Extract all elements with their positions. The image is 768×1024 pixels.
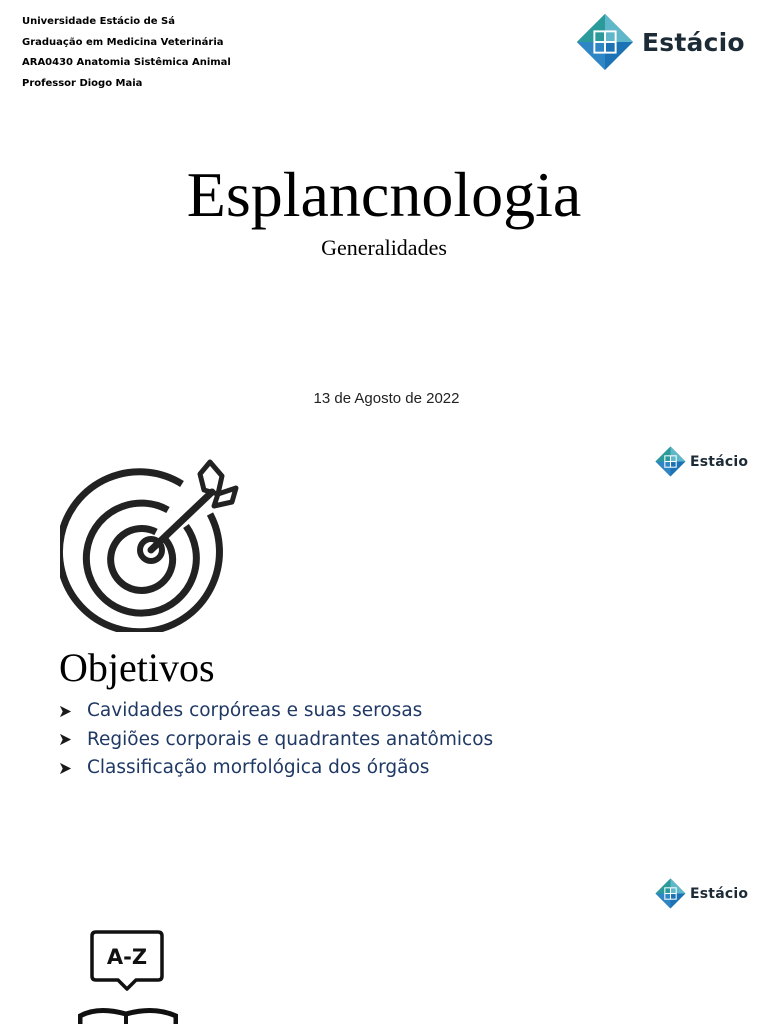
logo-text: Estácio bbox=[642, 27, 745, 57]
title-slide bbox=[0, 0, 768, 432]
target-arrow-icon bbox=[60, 454, 242, 632]
list-item bbox=[59, 697, 493, 726]
page-subtitle: Generalidades bbox=[321, 235, 447, 260]
university-name: Universidade Estácio de Sá bbox=[22, 16, 175, 27]
estacio-logo-small bbox=[655, 446, 748, 477]
program-name: Graduação em Medicina Veterinária bbox=[22, 36, 224, 48]
objective-text: Classificação morfológica dos órgãos bbox=[87, 757, 430, 778]
az-label: A-Z bbox=[106, 945, 148, 969]
list-item bbox=[59, 754, 493, 783]
logo-text: Estácio bbox=[690, 453, 749, 470]
objective-text: Cavidades corpóreas e suas serosas bbox=[87, 700, 423, 721]
logo-text: Estácio bbox=[690, 885, 749, 902]
list-item bbox=[59, 726, 493, 755]
page-title: Esplancnologia bbox=[186, 159, 582, 230]
estacio-logo bbox=[576, 13, 745, 71]
arrow-bullet-icon bbox=[59, 733, 87, 746]
estacio-logo-small bbox=[655, 878, 748, 909]
course-code: ARA0430 Anatomia Sistêmica Animal bbox=[22, 57, 231, 68]
objectives-heading: Objetivos bbox=[59, 645, 215, 690]
estacio-diamond-logo-icon bbox=[655, 446, 686, 477]
objectives-list bbox=[59, 697, 493, 783]
arrow-bullet-icon bbox=[59, 705, 87, 718]
estacio-diamond-logo-icon bbox=[655, 878, 686, 909]
course-info bbox=[22, 12, 231, 94]
objective-text: Regiões corporais e quadrantes anatômicos bbox=[87, 728, 494, 750]
estacio-diamond-logo-icon bbox=[576, 13, 634, 71]
arrow-bullet-icon bbox=[59, 762, 87, 775]
professor-name: Professor Diogo Maia bbox=[22, 77, 143, 89]
glossary-book-icon bbox=[78, 928, 178, 1024]
presentation-date: 13 de Agosto de 2022 bbox=[313, 390, 460, 407]
